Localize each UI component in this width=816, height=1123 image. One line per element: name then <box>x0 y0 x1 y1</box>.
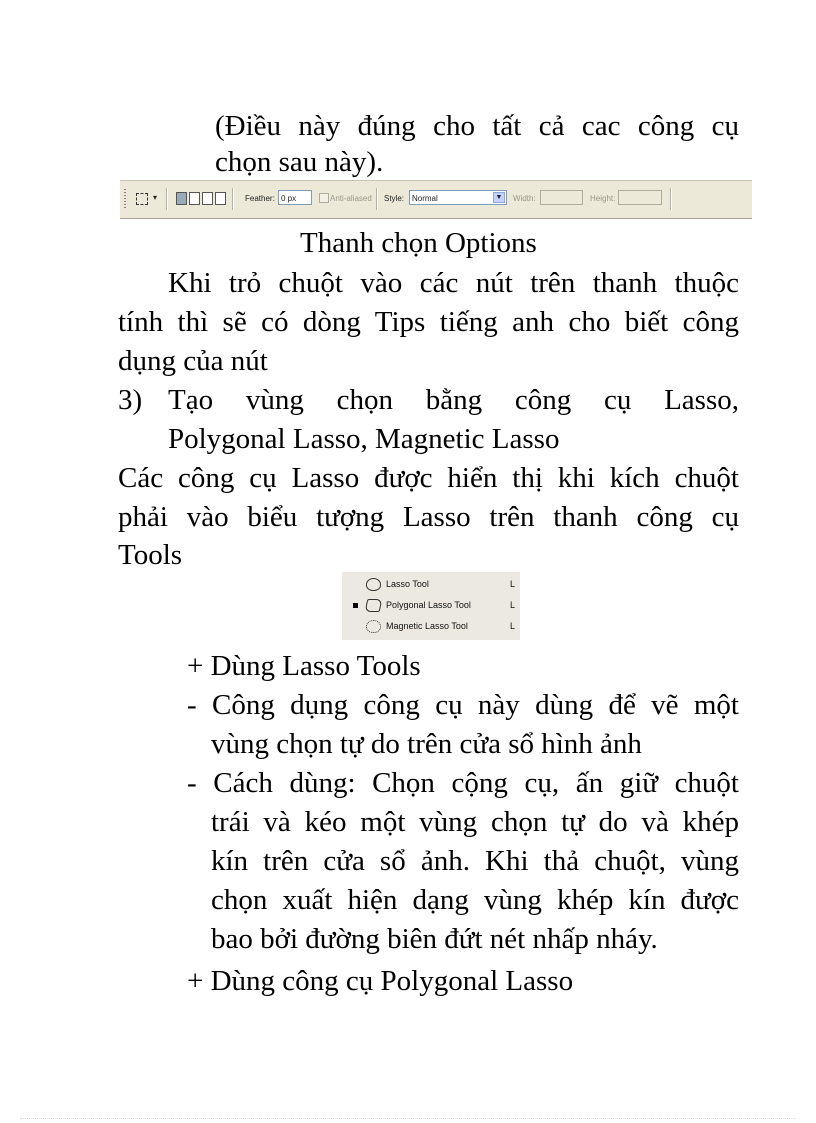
text-line: chọn sau này). <box>215 146 384 178</box>
anti-aliased-label: Anti-aliased <box>330 194 372 203</box>
grip-handle <box>124 189 126 209</box>
new-selection-icon[interactable] <box>176 192 187 205</box>
menu-item-shortcut: L <box>510 621 516 631</box>
height-label: Height: <box>590 194 616 203</box>
menu-item-label: Lasso Tool <box>386 579 429 589</box>
intersect-selection-icon[interactable] <box>215 192 226 205</box>
width-input[interactable] <box>540 190 583 205</box>
menu-item-shortcut: L <box>510 600 516 610</box>
text-line: (Điều này đúng cho tất cả cac công cụ <box>215 110 739 142</box>
chevron-down-icon[interactable]: ▾ <box>153 193 158 202</box>
list-line: bao bởi đường biên đứt nét nhấp nháy. <box>211 923 658 955</box>
list-line: - Cách dùng: Chọn cộng cụ, ấn giữ chuột <box>187 767 739 799</box>
active-bullet-icon <box>353 603 358 608</box>
menu-item-polygonal-lasso-tool[interactable] <box>342 595 520 615</box>
separator <box>232 188 234 210</box>
style-label: Style: <box>384 194 405 203</box>
menu-item-label: Magnetic Lasso Tool <box>386 621 468 631</box>
separator <box>166 188 168 210</box>
separator <box>670 188 672 210</box>
menu-item-shortcut: L <box>510 579 516 589</box>
polygonal-lasso-icon <box>365 599 383 612</box>
list-line: trái và kéo một vùng chọn tự do và khép <box>211 806 739 838</box>
options-bar <box>120 180 752 219</box>
list-number: 3) <box>118 384 143 416</box>
list-line: - Công dụng công cụ này dùng để vẽ một <box>187 689 739 721</box>
text-line: tính thì sẽ có dòng Tips tiếng anh cho biết công <box>118 306 739 338</box>
page-divider <box>20 1118 796 1119</box>
subtract-selection-icon[interactable] <box>202 192 213 205</box>
height-input[interactable] <box>618 190 662 205</box>
lasso-tools-menu <box>342 572 520 640</box>
separator <box>376 188 378 210</box>
menu-item-label: Polygonal Lasso Tool <box>386 600 471 610</box>
text-line: Tools <box>118 539 183 571</box>
list-line: kín trên cửa sổ ảnh. Khi thả chuột, vùng <box>211 845 739 877</box>
text-line: Khi trỏ chuột vào các nút trên thanh thuộc <box>168 267 739 299</box>
anti-aliased-checkbox[interactable] <box>319 193 329 203</box>
menu-item-magnetic-lasso-tool[interactable] <box>342 616 520 636</box>
text-line: Các công cụ Lasso được hiển thị khi kích chuột <box>118 462 739 494</box>
rect-marquee-icon[interactable] <box>136 193 148 205</box>
style-select-value: Normal <box>412 194 438 203</box>
style-select[interactable] <box>409 190 507 205</box>
magnetic-lasso-icon <box>366 620 381 633</box>
figure-caption: Thanh chọn Options <box>300 227 537 259</box>
feather-input[interactable]: 0 px <box>278 190 312 205</box>
lasso-icon <box>366 578 381 591</box>
feather-label: Feather: <box>245 194 275 203</box>
text-line: dụng của nút <box>118 345 268 377</box>
heading-line: Tạo vùng chọn bằng công cụ Lasso, <box>168 384 739 416</box>
list-line: chọn xuất hiện dạng vùng khép kín được <box>211 884 739 916</box>
section-line: + Dùng công cụ Polygonal Lasso <box>187 965 574 997</box>
text-line: phải vào biểu tượng Lasso trên thanh công cụ <box>118 501 739 533</box>
add-selection-icon[interactable] <box>189 192 200 205</box>
section-line: + Dùng Lasso Tools <box>187 650 421 682</box>
width-label: Width: <box>513 194 536 203</box>
list-line: vùng chọn tự do trên cửa sổ hình ảnh <box>211 728 642 760</box>
heading-line: Polygonal Lasso, Magnetic Lasso <box>168 423 560 455</box>
dropdown-arrow-icon[interactable]: ▼ <box>493 192 505 203</box>
menu-item-lasso-tool[interactable] <box>342 574 520 594</box>
